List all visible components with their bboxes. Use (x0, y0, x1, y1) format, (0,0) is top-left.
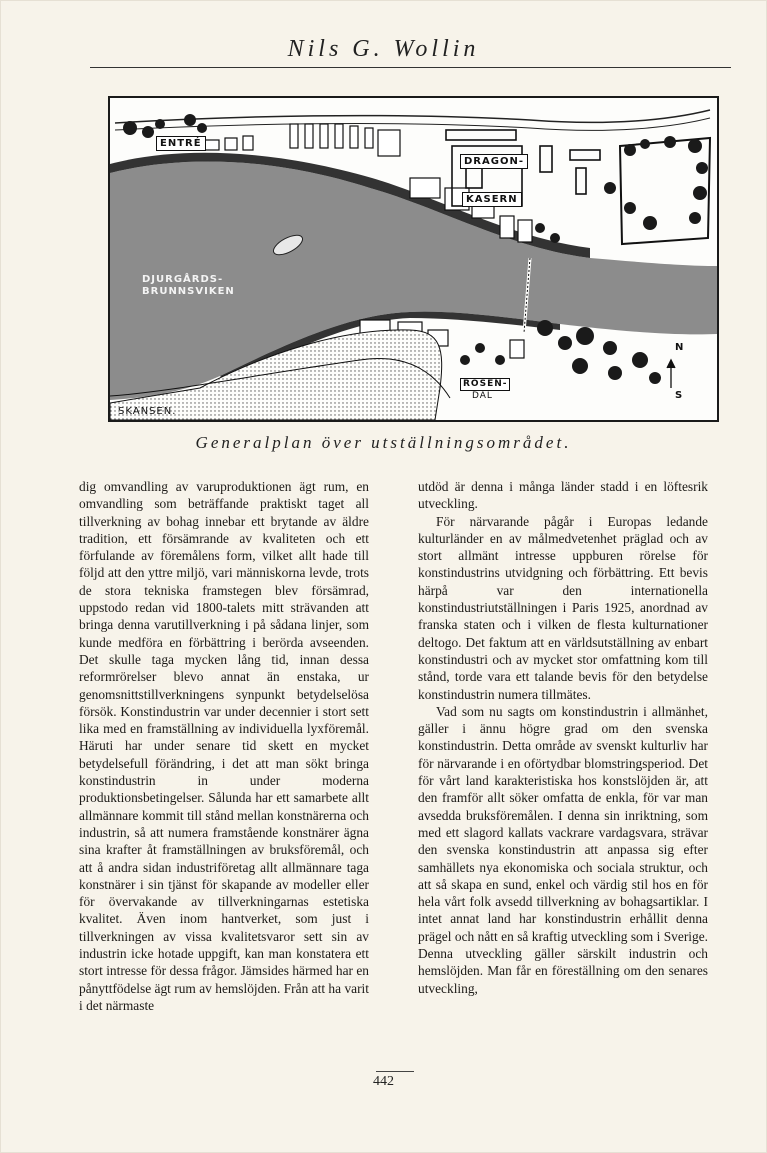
running-title: Nils G. Wollin (287, 36, 480, 62)
label-rosen: ROSEN- (460, 378, 510, 391)
page-number-rule (376, 1071, 414, 1072)
label-south: S (675, 390, 684, 401)
label-kasern: KASERN (462, 192, 522, 207)
paragraph: Vad som nu sagts om konstindustrin i allmänhet, gäller i ännu högre grad om den svenska konstindustrin. Detta område av svenskt kulturliv har för närvarande i en oförtydbar blomstringsperiod. Det för vårt land karakteristiska hos konstslöjden är, att den framför allt söker omfatta de enkla, för var man avsedda bruksföremålen. I denna sin inriktning, som med ett slagord kallats vackrare vardagsvara, strävar den svenska konstindustrin att anpassa sig efter samhällets nya ekonomiska och sociala struktur, och att så skapa en sund, enkel och värdig stil hos en för hela vårt folk avsedd tillverkning av bohagsartiklar. I intet annat land har konstindustrin erhållit denna prägel och nått en så kraftig utveckling som i Sverige. Denna utveckling gäller särskilt industrin och hemslöjden. Man får en föreställning om den senares utveckling, (418, 703, 708, 996)
figure-caption: Generalplan över utställningsområdet. (195, 433, 572, 452)
site-plan-map (108, 96, 719, 422)
label-skansen: SKANSEN. (118, 406, 177, 417)
header-rule (90, 67, 731, 68)
paragraph: För närvarande pågår i Europas ledande kulturländer en av målmedvetenhet präglad och av stort allmänt intresse uppburen rörelse för konstindustrins utvidgning och förbättring. Ett bevis härpå var den internationella konstindustriutställningen i Paris 1925, anordnad av franska staten och i vilken de flesta kulturnationer deltogo. Det faktum att en världsutställning av enbart konstindustri och av mycket stor omfattning kom till stånd, torde vara ett talande bevis för den betydelse konstindustrin numera tillmätes. (418, 513, 708, 702)
label-north: N (675, 342, 685, 353)
paragraph: utdöd är denna i många länder stadd i en löftesrik utveckling. (418, 479, 708, 512)
page-number: 442 (373, 1074, 394, 1089)
compass-arrow (667, 360, 675, 388)
road (115, 110, 710, 123)
label-bay-line1: DJURGÅRDS- (142, 274, 224, 285)
left-column (79, 478, 369, 1014)
label-entre: ENTRÉ (156, 136, 206, 151)
right-column (418, 478, 708, 997)
paragraph: dig omvandling av varuproduktionen ägt rum, en omvandling som beträffande praktiskt taget all tillverkning av bohag innebar ett brytande av äldre tradition, ett försämrande av kvaliteten och ett förfulande av föremålens form, vilket allt hade till följd att den yttre miljö, vari människorna levde, trots de stora tekniska framstegen blev försämrad, uppstodo redan vid 1800-talets mitt strävanden att bringa denna varutillverkning i på sådana linjer, som kunde medföra en förbättring i berörda avseenden. Det skulle taga mycken lång tid, innan dessa reformrörelser blevo annat än enstaka, ur genomsnittstillverkningens synpunkt betydelselösa försök. Konstindustrin var under decennier i stort sett lika med en framställning av individuella lyxföremål. Häruti har under senare tid skett en mycket betydelsefull förändring, i det att man sökt bringa konstindustrin in under moderna produktionsbetingelser. Sålunda har ett samarbete allt allmännare kommit till stånd mellan konstnärerna och industrin, så att numera framstående konstnärer ägna sina krafter åt framställningen av bruksföremål, och att å andra sidan industriföretag allt allmännare taga konstnärer i sin tjänst för skapande av modeller eller för övervakande av tillverkningarnas estetiska kvalitet. Även inom hantverket, som just i tillverkningen av vissa kvalitetsvaror sett sin av industrin icke hotade uppgift, kan man konstatera ett stort intresse för dessa frågor. Jämsides härmed har en pånyttfödelse ägt rum av hemslöjden. Från att ha varit i det närmaste (79, 479, 369, 1013)
label-dal: DAL (472, 391, 493, 401)
label-dragon: DRAGON- (460, 154, 528, 169)
label-bay-line2: BRUNNSVIKEN (142, 286, 235, 297)
